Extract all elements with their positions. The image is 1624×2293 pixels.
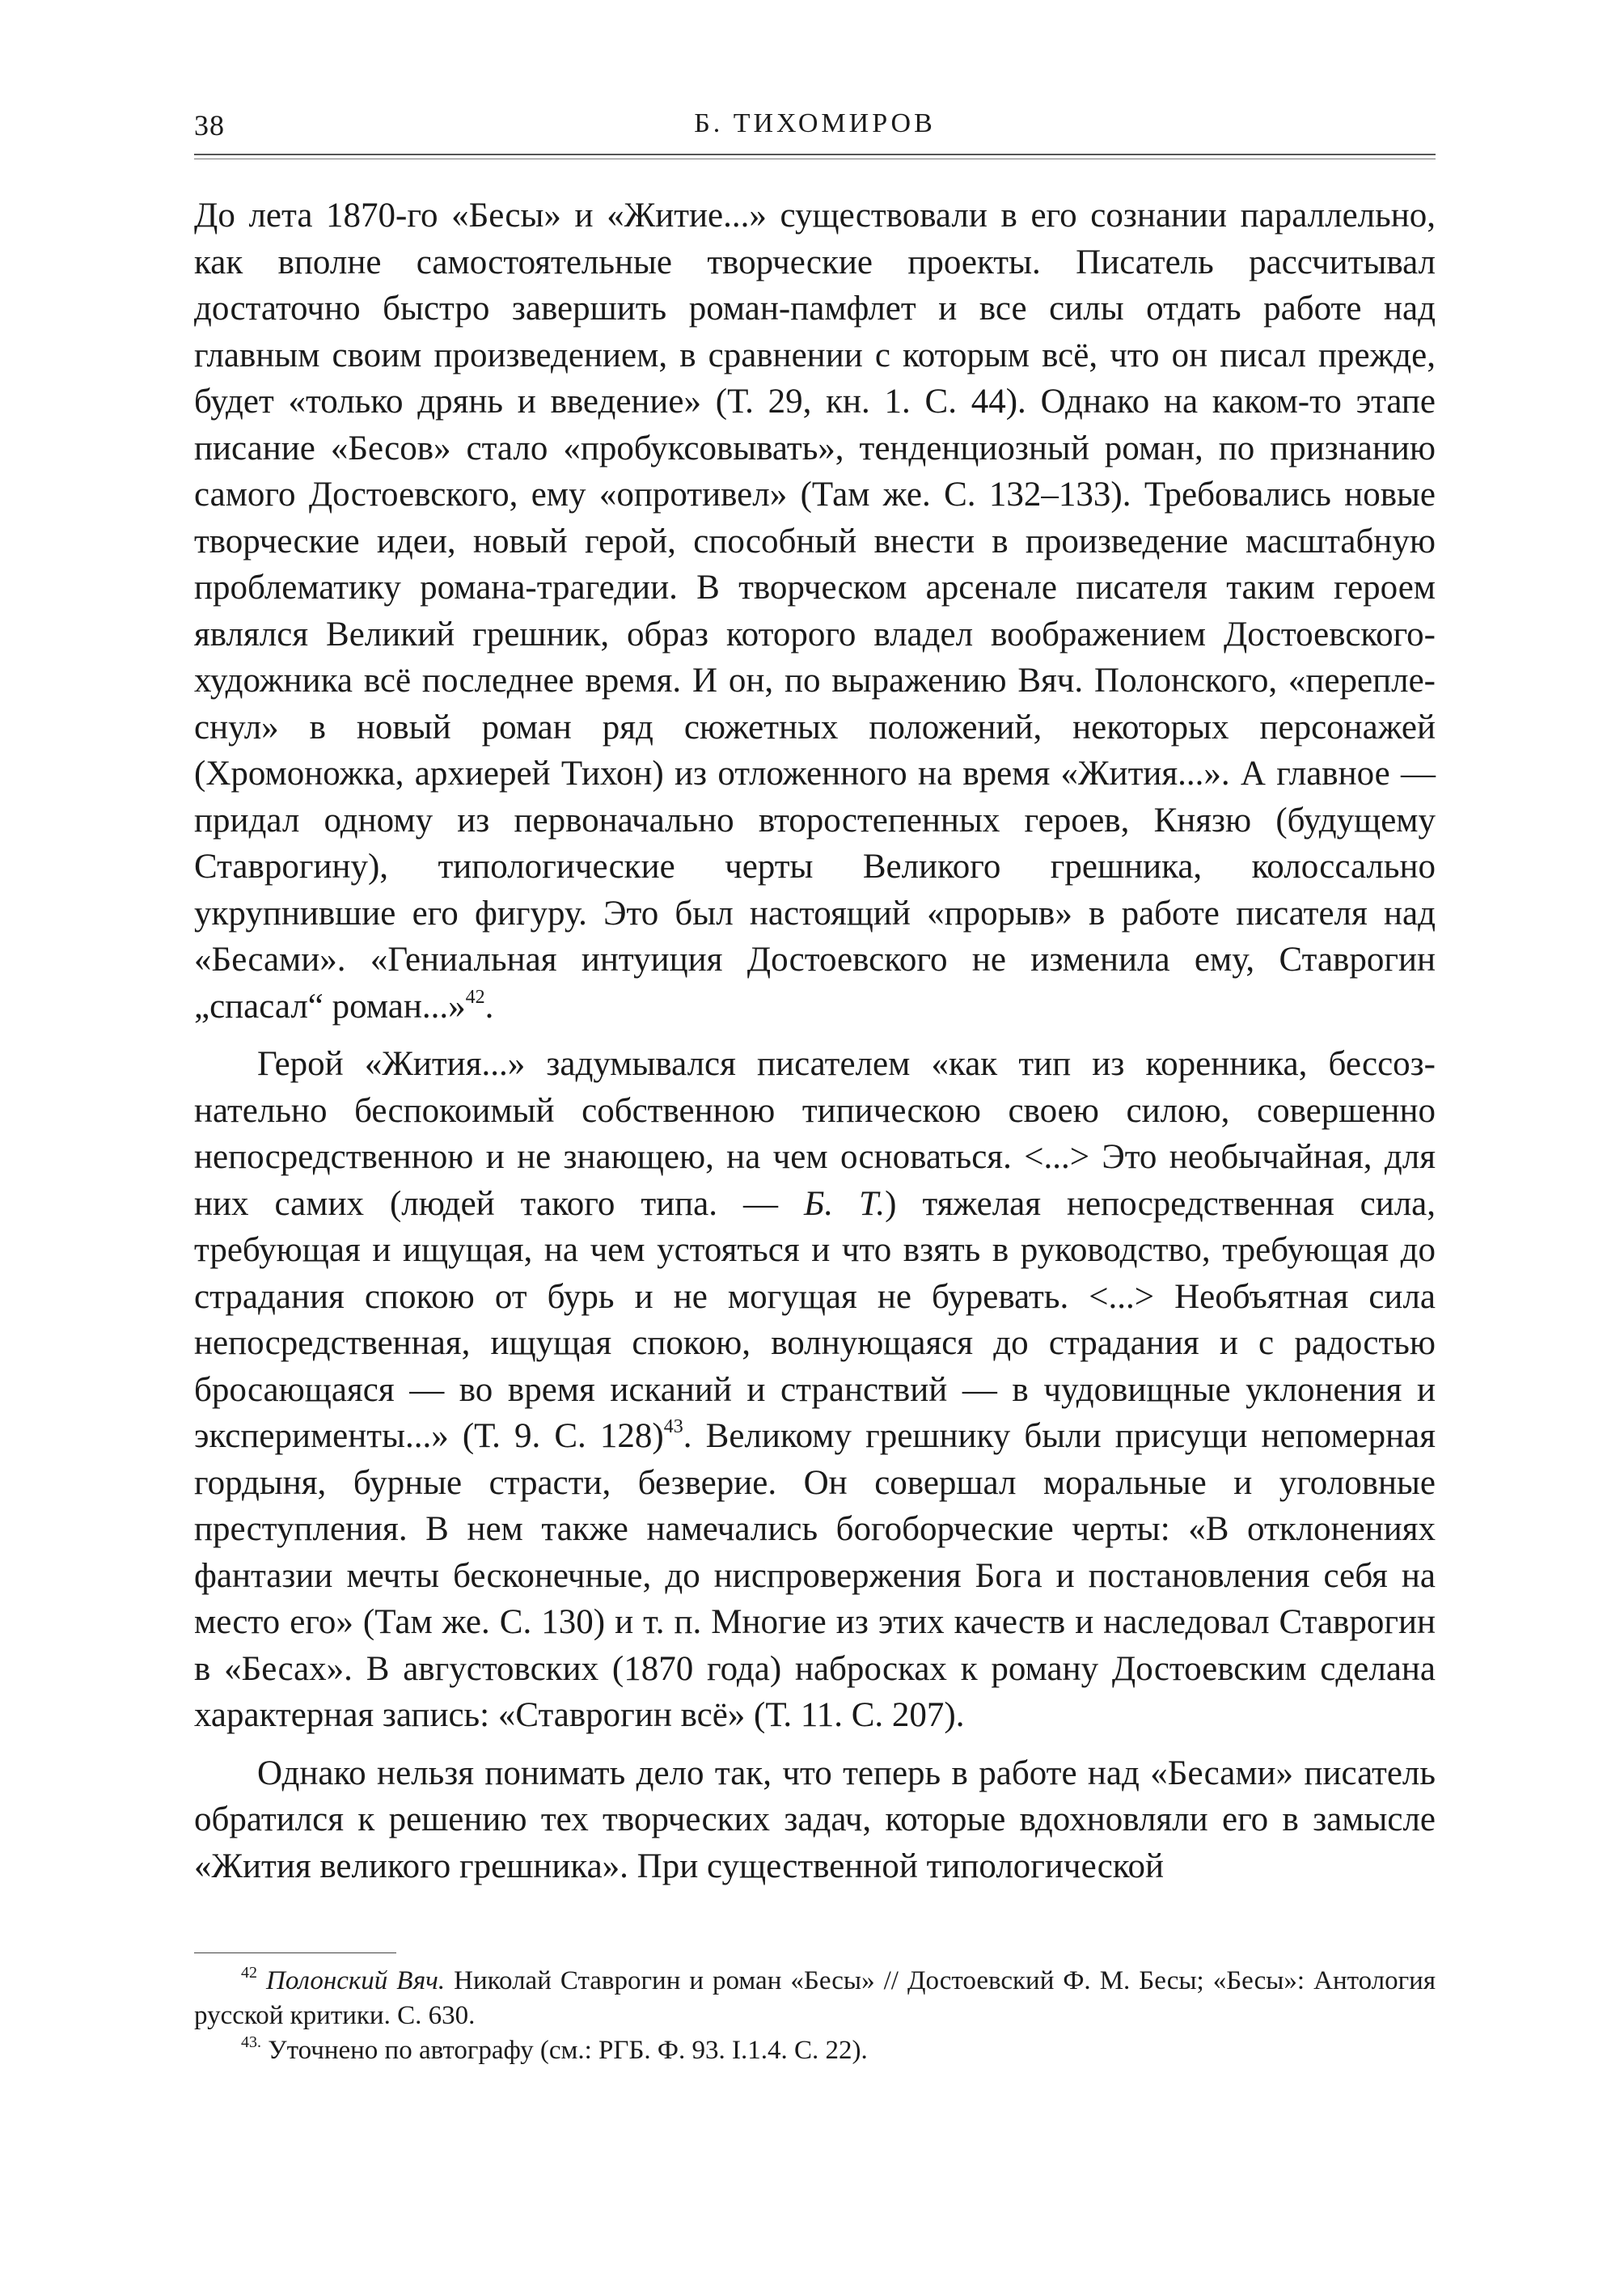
footnote-ref-42: 42 xyxy=(465,986,485,1008)
page-header xyxy=(194,105,1436,154)
footnote-text: Уточнено по автографу (см.: РГБ. Ф. 93. I.1.4. С. 22). xyxy=(261,2036,868,2065)
running-head: Б. ТИХОМИРОВ xyxy=(694,108,936,138)
paragraph-3 xyxy=(194,1750,1436,1890)
footnote-marker: 43. xyxy=(241,2033,261,2051)
footnote-rule xyxy=(194,1952,396,1953)
footnote-author: Полонский Вяч. xyxy=(266,1966,446,1995)
footnote-42 xyxy=(194,1964,1436,2033)
footnote-marker: 42 xyxy=(241,1964,257,1982)
paragraph-1-end: . xyxy=(484,987,494,1026)
paragraph-2 xyxy=(194,1041,1436,1739)
footnote-43 xyxy=(194,2033,1436,2068)
paragraph-3-text: Однако нельзя понимать дело так, что теперь в работе над «Бесами» писатель обратился к решению тех творческих задач, которые вдохновляли его в замысле «Жития великого грешника». При существенной типологической xyxy=(194,1754,1436,1885)
footnote-text: Николай Ставрогин и роман «Бесы» // Достоевский Ф. М. Бесы; «Бесы»: Антология русской критики. С. 630. xyxy=(194,1966,1436,2030)
paragraph-2-text-c: . Великому грешнику были присущи непомерная гордыня, бурные страсти, безверие. Он совершал моральные и уголовные преступления. В нем также намечались богоборческие черты: «В отклонениях фантазии мечты бесконечные, до ниспровержения Бога и постановления себя на место его» (Там же. С. 130) и т. п. Многие из этих качеств и наследовал Ставрогин в «Бесах». В августовских (1870 года) набросках к роману Достоевским сделана характерная запись: «Ставрогин всё» (Т. 11. С. 207). xyxy=(194,1417,1436,1734)
paragraph-2-text-a: Герой «Жития...» задумывался писателем «как тип из коренника, бессознательно беспокоимый собственною типическою своею силою, совершенно непосредственною и не знающею, на чем основаться. <...> Это необычайная, для них самих (людей такого типа. — xyxy=(194,1045,1436,1223)
body-text xyxy=(194,192,1436,1889)
paragraph-2-text-b: ) тяжелая непосредственная сила, требующая и ищущая, на чем устояться и что взять в руководство, требующая до страдания спокою от бурь и не могущая не буревать. <...> Необъятная сила непосредственная, ищущая спокою, волнующаяся до страдания и с радостью бросающаяся — во время исканий и странствий — в чудовищные уклонения и эксперименты...» (Т. 9. С. 128) xyxy=(194,1184,1436,1455)
footnotes xyxy=(194,1964,1436,2068)
page-number: 38 xyxy=(194,109,225,142)
author-initials: Б. Т. xyxy=(804,1184,886,1223)
paragraph-1 xyxy=(194,192,1436,1030)
header-rule xyxy=(194,154,1436,155)
footnote-ref-43: 43 xyxy=(663,1416,683,1437)
paragraph-1-text: До лета 1870-го «Бесы» и «Житие...» существовали в его сознании параллельно, как вполне самостоятельные творческие проекты. Писатель рассчитывал достаточно быстро завершить роман-памфлет и все силы отдать работе над главным своим произведением, в сравнении с которым всё, что он писал прежде, будет «только дрянь и введение» (Т. 29, кн. 1. С. 44). Однако на каком-то этапе писание «Бесов» стало «пробуксовывать», тенденциозный роман, по признанию самого Достоевского, ему «опротивел» (Там же. С. 132–133). Требовались новые творческие идеи, новый герой, способный внести в произведение масштабную проблематику романа-трагедии. В творческом арсенале писателя таким героем являлся Великий грешник, образ которого владел воображением Достоевского-художника всё последнее время. И он, по выражению Вяч. Полонского, «переплеснул» в новый роман ряд сюжетных положений, некоторых персонажей (Хромоножка, архиерей Тихон) из отложенного на время «Жития...». А главное — придал одному из первоначально второстепенных героев, Князю (будущему Ставрогину), типологические черты Великого грешника, колоссально укрупнившие его фигуру. Это был настоящий «прорыв» в работе писателя над «Бесами». «Гениальная интуиция Достоевского не изменила ему, Ставрогин „спасал“ роман...» xyxy=(194,197,1436,1026)
